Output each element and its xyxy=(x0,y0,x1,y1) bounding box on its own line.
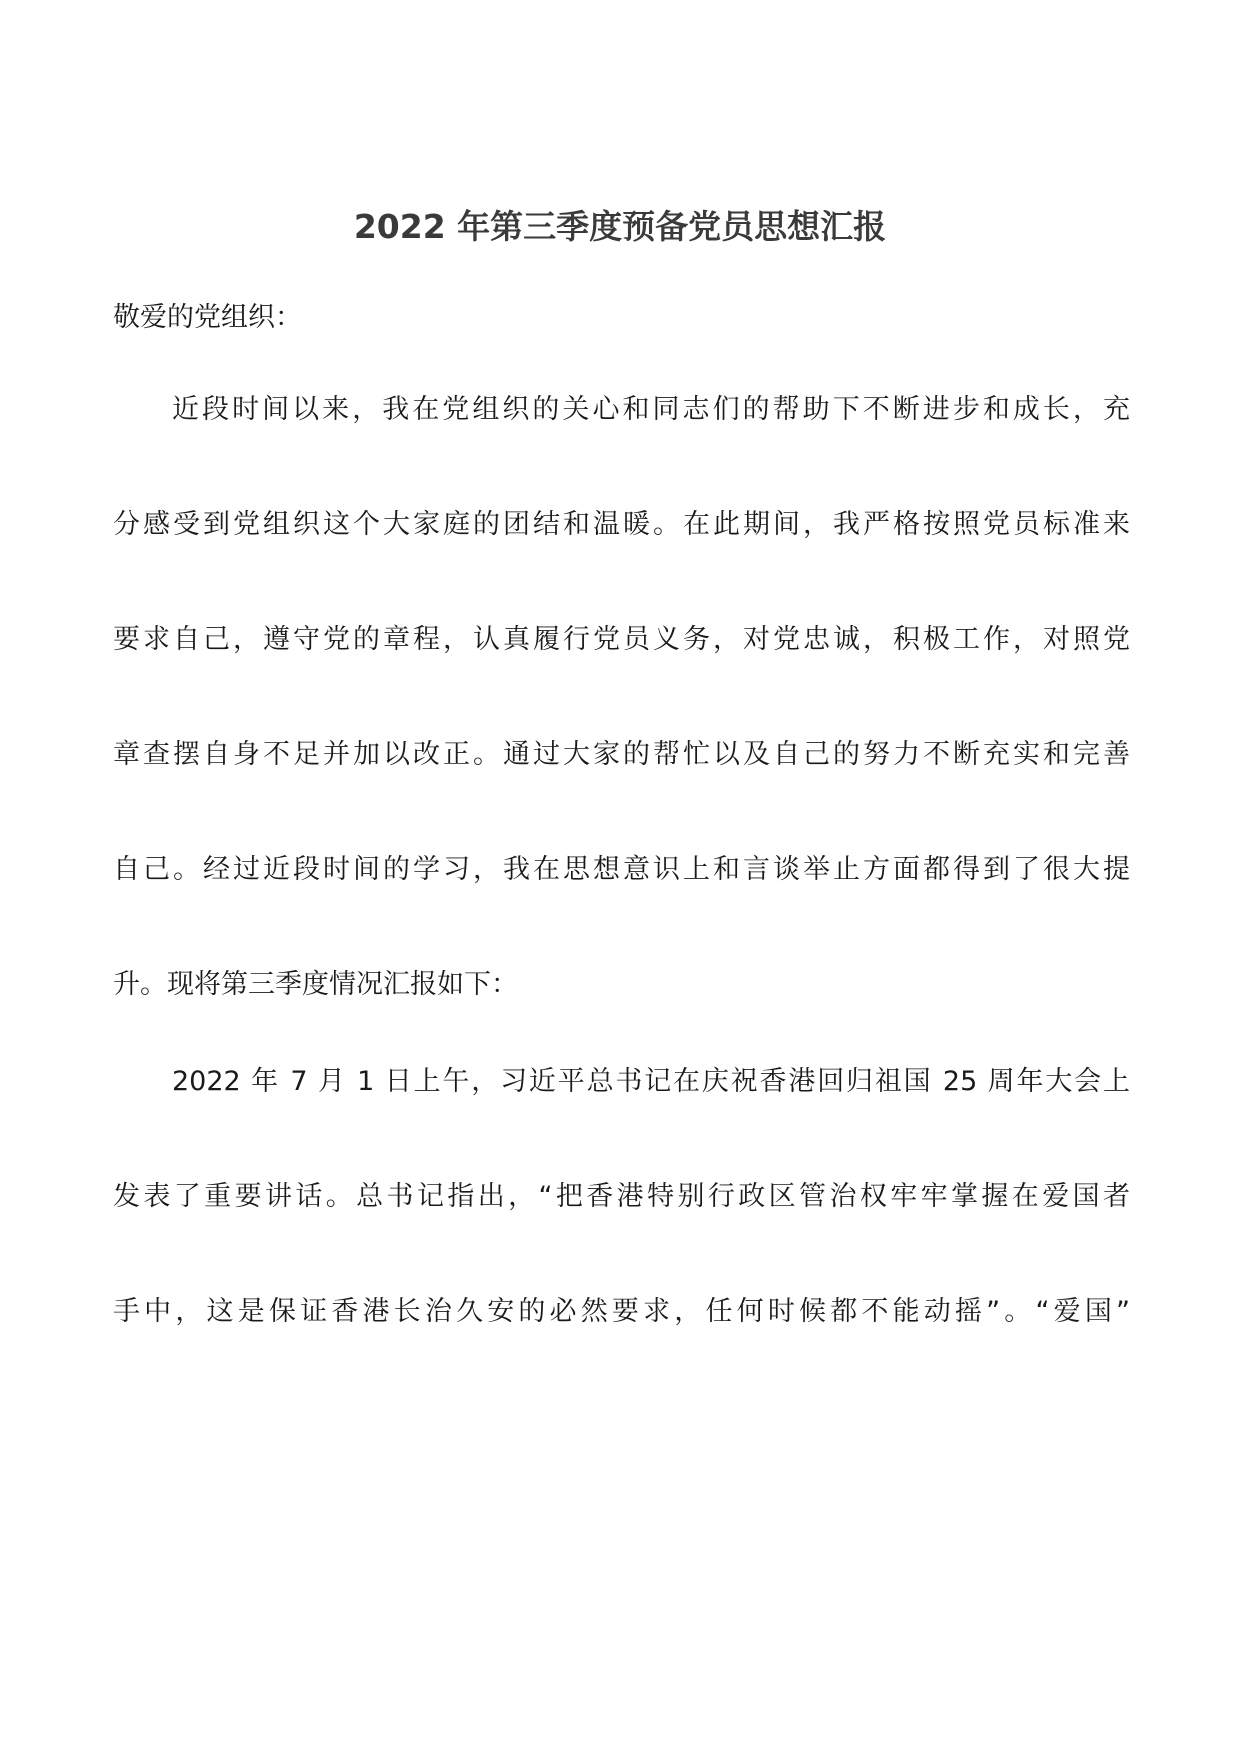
paragraph-line: 分感受到党组织这个大家庭的团结和温暖。在此期间，我严格按照党员标准来 xyxy=(113,509,1130,540)
paragraph-line: 发表了重要讲话。总书记指出，“把香港特别行政区管治权牢牢掌握在爱国者 xyxy=(113,1181,1130,1212)
paragraph-line: 升。现将第三季度情况汇报如下： xyxy=(113,969,518,1000)
paragraph-line: 自己。经过近段时间的学习，我在思想意识上和言谈举止方面都得到了很大提 xyxy=(113,854,1130,885)
paragraph-line: 近段时间以来，我在党组织的关心和同志们的帮助下不断进步和成长，充 xyxy=(172,394,1130,425)
paragraph-line: 2022 年 7 月 1 日上午，习近平总书记在庆祝香港回归祖国 25 周年大会上 xyxy=(172,1066,1130,1097)
salutation: 敬爱的党组织： xyxy=(113,302,302,333)
document-title: 2022 年第三季度预备党员思想汇报 xyxy=(353,207,887,246)
paragraph-line: 手中，这是保证香港长治久安的必然要求，任何时候都不能动摇”。“爱国” xyxy=(113,1296,1130,1327)
paragraph-line: 要求自己，遵守党的章程，认真履行党员义务，对党忠诚，积极工作，对照党 xyxy=(113,624,1130,655)
paragraph-line: 章查摆自身不足并加以改正。通过大家的帮忙以及自己的努力不断充实和完善 xyxy=(113,739,1130,770)
